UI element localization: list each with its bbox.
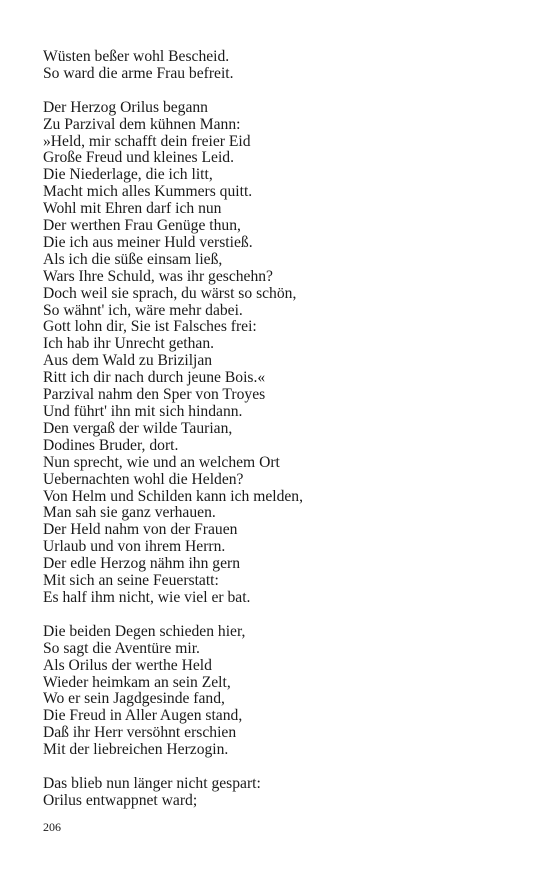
- verse-line: Und führt' ihn mit sich hindann.: [43, 403, 243, 421]
- verse-line: Wüsten beßer wohl Bescheid.: [43, 48, 230, 65]
- verse-line: Große Freud und kleines Leid.: [43, 149, 234, 167]
- verse-line: Doch weil sie sprach, du wärst so schön,: [43, 284, 297, 302]
- verse-line: »Held, mir schafft dein freier Eid: [43, 132, 251, 150]
- verse-line: Nun sprecht, wie und an welchem Ort: [43, 453, 280, 471]
- stanza: [43, 49, 513, 83]
- verse-line: Die Niederlage, die ich litt,: [43, 166, 213, 184]
- stanza: [43, 776, 513, 810]
- verse-line: Der werthen Frau Genüge thun,: [43, 217, 241, 235]
- stanza: [43, 624, 513, 759]
- verse-line: Wo er sein Jagdgesinde fand,: [43, 690, 225, 708]
- verse-line: Daß ihr Herr versöhnt erschien: [43, 724, 237, 742]
- verse-line: Wieder heimkam an sein Zelt,: [43, 673, 231, 691]
- poem-text: [43, 49, 513, 827]
- verse-line: Als Orilus der werthe Held: [43, 656, 212, 674]
- verse-line: Die beiden Degen schieden hier,: [43, 622, 246, 640]
- verse-line: Mit sich an seine Feuerstatt:: [43, 572, 219, 590]
- verse-line: Man sah sie ganz verhauen.: [43, 504, 216, 522]
- verse-line: Orilus entwappnet ward;: [43, 791, 198, 809]
- verse-line: Ritt ich dir nach durch jeune Bois.«: [43, 369, 266, 387]
- verse-line: Gott lohn dir, Sie ist Falsches frei:: [43, 318, 257, 336]
- verse-line: Parzival nahm den Sper von Troyes: [43, 386, 266, 404]
- verse-line: Die ich aus meiner Huld verstieß.: [43, 233, 253, 251]
- verse-line: Den vergaß der wilde Taurian,: [43, 419, 233, 437]
- verse-line: Die Freud in Aller Augen stand,: [43, 707, 243, 725]
- verse-line: Der edle Herzog nähm ihn gern: [43, 555, 241, 573]
- verse-line: Zu Parzival dem kühnen Mann:: [43, 115, 241, 133]
- verse-line: Der Herzog Orilus begann: [43, 98, 208, 116]
- verse-line: Ich hab ihr Unrecht gethan.: [43, 335, 215, 353]
- verse-line: Uebernachten wohl die Helden?: [43, 470, 244, 488]
- verse-line: Urlaub und von ihrem Herrn.: [43, 538, 226, 556]
- verse-line: Das blieb nun länger nicht gespart:: [43, 774, 261, 792]
- verse-line: Dodines Bruder, dort.: [43, 436, 179, 454]
- verse-line: Der Held nahm von der Frauen: [43, 521, 238, 539]
- verse-line: Von Helm und Schilden kann ich melden,: [43, 487, 303, 505]
- verse-line: So sagt die Aventüre mir.: [43, 639, 200, 657]
- verse-line: Aus dem Wald zu Briziljan: [43, 352, 213, 370]
- verse-line: Wars Ihre Schuld, was ihr geschehn?: [43, 267, 273, 285]
- verse-line: Mit der liebreichen Herzogin.: [43, 741, 229, 759]
- verse-line: Es half ihm nicht, wie viel er bat.: [43, 588, 251, 606]
- verse-line: Wohl mit Ehren darf ich nun: [43, 200, 222, 218]
- stanza: [43, 100, 513, 607]
- verse-line: Macht mich alles Kummers quitt.: [43, 183, 253, 201]
- verse-line: So ward die arme Frau befreit.: [43, 64, 234, 82]
- page-number: 206: [43, 820, 61, 834]
- verse-line: Als ich die süße einsam ließ,: [43, 250, 223, 268]
- verse-line: So wähnt' ich, wäre mehr dabei.: [43, 301, 243, 319]
